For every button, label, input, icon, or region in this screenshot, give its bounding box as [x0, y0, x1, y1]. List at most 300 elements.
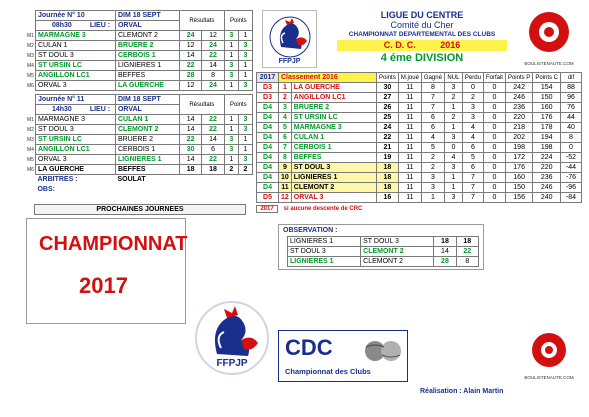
- stat-cell: 0: [483, 123, 505, 133]
- match-number: M6: [27, 82, 34, 89]
- stat-cell: 18: [376, 183, 398, 193]
- cdc-logo: [278, 330, 408, 382]
- team-home: ST URSIN LC: [35, 61, 115, 71]
- stat-cell: 176: [533, 113, 561, 123]
- division-code: D4: [257, 103, 279, 113]
- stat-cell: 178: [533, 123, 561, 133]
- points-away: 1: [238, 31, 252, 41]
- stat-cell: -96: [561, 183, 582, 193]
- stat-cell: 6: [462, 143, 483, 153]
- division-code: D4: [257, 173, 279, 183]
- journee-11-time-lieu: 14h30 LIEU :: [35, 105, 115, 115]
- points-home: 1: [224, 125, 238, 135]
- stat-cell: 240: [533, 193, 561, 203]
- stat-cell: 0: [483, 103, 505, 113]
- team-name: ST URSIN LC: [291, 113, 376, 123]
- team-home: ST DOUL 3: [288, 247, 361, 257]
- division-code: D3: [257, 93, 279, 103]
- classement-row: [257, 123, 582, 133]
- score-home: 12: [179, 41, 201, 51]
- journee-11-match-row: [25, 125, 253, 135]
- match-number: M6: [27, 166, 34, 173]
- stat-cell: 11: [398, 163, 421, 173]
- score-home: 14: [434, 247, 456, 257]
- division-code: D4: [257, 153, 279, 163]
- stat-cell: 11: [398, 143, 421, 153]
- comite-title: Comité du Cher: [390, 20, 454, 30]
- boulistenaute-logo-top: [522, 8, 576, 66]
- points-away: 1: [238, 145, 252, 155]
- stat-cell: 11: [398, 123, 421, 133]
- score-home: 14: [179, 115, 201, 125]
- rank: 1: [279, 83, 292, 93]
- score-home: 14: [179, 155, 201, 165]
- journee-11-match-row: [25, 145, 253, 155]
- stat-cell: 3: [421, 183, 444, 193]
- stat-cell: 2: [421, 153, 444, 163]
- score-home: 22: [179, 61, 201, 71]
- stat-cell: 16: [376, 193, 398, 203]
- boulistenaute-text-bottom: BOULISTENAUTE.COM: [524, 375, 574, 380]
- points-away: 3: [238, 125, 252, 135]
- team-home: ST DOUL 3: [35, 125, 115, 135]
- stat-cell: 11: [398, 133, 421, 143]
- match-number: M2: [27, 126, 34, 133]
- score-away: 14: [202, 135, 224, 145]
- team-away: CLEMONT 2: [361, 247, 434, 257]
- team-away: CERBOIS 1: [115, 145, 179, 155]
- stat-cell: 1: [444, 183, 462, 193]
- score-away: 14: [202, 61, 224, 71]
- arbitres-label: ARBITRES :: [37, 175, 78, 183]
- score-away: 8: [456, 257, 478, 267]
- stat-cell: 150: [533, 93, 561, 103]
- stat-cell: 24: [376, 123, 398, 133]
- stat-cell: 11: [398, 193, 421, 203]
- score-away: 22: [202, 51, 224, 61]
- points-home: 3: [224, 61, 238, 71]
- journee-11-match-row: [25, 155, 253, 165]
- journee-10-table: [25, 10, 253, 91]
- journee-10-match-row: [25, 61, 253, 71]
- stat-cell: 2: [444, 113, 462, 123]
- journee-11-match-row: [25, 135, 253, 145]
- observation-box: [278, 224, 484, 270]
- boulistenaute-logo-bottom: [522, 330, 576, 378]
- journee-11-title: Journée N° 11: [35, 95, 115, 105]
- ffpjp-logo-bottom: [192, 298, 272, 380]
- stat-cell: 236: [505, 103, 532, 113]
- cdc-label: C. D. C.: [383, 40, 416, 50]
- observation-row: [288, 237, 479, 247]
- journee-10-results-header: Résultats: [179, 11, 224, 31]
- rank: 10: [279, 173, 292, 183]
- stat-cell: 21: [376, 143, 398, 153]
- match-number: M4: [27, 62, 34, 69]
- stat-cell: 27: [376, 93, 398, 103]
- team-home: CULAN 1: [35, 41, 115, 51]
- rank: 3: [279, 103, 292, 113]
- stat-cell: 19: [376, 153, 398, 163]
- classement-table: [256, 72, 582, 203]
- division-code: D3: [257, 83, 279, 93]
- stat-cell: 220: [505, 113, 532, 123]
- journee-10-match-row: [25, 41, 253, 51]
- stat-cell: 40: [561, 123, 582, 133]
- classement-row: [257, 103, 582, 113]
- team-name: MARMAGNE 3: [291, 123, 376, 133]
- team-home: LA GUERCHE: [35, 165, 115, 175]
- stat-cell: 0: [483, 193, 505, 203]
- classement-row: [257, 83, 582, 93]
- score-home: 22: [179, 135, 201, 145]
- stat-cell: 4: [462, 133, 483, 143]
- team-home: MARMAGNE 3: [35, 115, 115, 125]
- stat-cell: 11: [398, 153, 421, 163]
- journee-11-table: [25, 94, 253, 195]
- stat-cell: 2: [462, 93, 483, 103]
- stat-cell: 6: [421, 113, 444, 123]
- journee-11-match-row: [25, 165, 253, 175]
- division-code: D4: [257, 133, 279, 143]
- division-code: D5: [257, 193, 279, 203]
- division-code: D4: [257, 113, 279, 123]
- stat-cell: 224: [533, 153, 561, 163]
- stat-cell: 30: [376, 83, 398, 93]
- classement-note-year: 2017: [256, 205, 278, 213]
- col-nul: NUL: [444, 73, 462, 83]
- stat-cell: 44: [561, 113, 582, 123]
- stat-cell: 4: [444, 153, 462, 163]
- stat-cell: -52: [561, 153, 582, 163]
- points-home: 3: [224, 31, 238, 41]
- realisation-credit: Réalisation : Alain Martin: [420, 388, 504, 395]
- stat-cell: 220: [533, 163, 561, 173]
- journee-10-match-row: [25, 31, 253, 41]
- points-home: 1: [224, 51, 238, 61]
- team-home: ST URSIN LC: [35, 135, 115, 145]
- team-home: MARMAGNE 3: [35, 31, 115, 41]
- stat-cell: 11: [398, 103, 421, 113]
- journee-10-match-row: [25, 51, 253, 61]
- rank: 8: [279, 153, 292, 163]
- division-code: D4: [257, 183, 279, 193]
- team-away: CLEMONT 2: [115, 31, 179, 41]
- stat-cell: 0: [483, 183, 505, 193]
- score-away: 18: [202, 165, 224, 175]
- match-number: M2: [27, 42, 34, 49]
- rank: 9: [279, 163, 292, 173]
- classement-note-text: si aucune descente de CRC: [283, 206, 363, 212]
- team-name: CERBOIS 1: [291, 143, 376, 153]
- stat-cell: 1: [444, 173, 462, 183]
- stat-cell: 4: [462, 123, 483, 133]
- arbitres-value: SOULAT: [117, 175, 146, 183]
- stat-cell: 0: [483, 133, 505, 143]
- division-code: D4: [257, 163, 279, 173]
- team-home: ORVAL 3: [35, 81, 115, 91]
- classement-row: [257, 183, 582, 193]
- classement-row: [257, 143, 582, 153]
- journee-10-match-row: [25, 71, 253, 81]
- stat-cell: 5: [421, 143, 444, 153]
- team-home: ST DOUL 3: [35, 51, 115, 61]
- observation-table: [287, 236, 479, 267]
- points-home: 3: [224, 145, 238, 155]
- stat-cell: 8: [561, 133, 582, 143]
- stat-cell: 0: [483, 143, 505, 153]
- classement-row: [257, 153, 582, 163]
- stat-cell: 7: [421, 103, 444, 113]
- team-away: CULAN 1: [115, 115, 179, 125]
- stat-cell: 8: [421, 83, 444, 93]
- cdc-year: 2016: [440, 40, 461, 50]
- stat-cell: 1: [444, 103, 462, 113]
- score-home: 14: [179, 125, 201, 135]
- classement-title: Classement 2016: [279, 73, 377, 83]
- observation-row: [288, 257, 479, 267]
- championnat-title: CHAMPIONNAT: [39, 233, 188, 255]
- stat-cell: 194: [533, 133, 561, 143]
- classement-row: [257, 163, 582, 173]
- col-points-c: Points C: [533, 73, 561, 83]
- stat-cell: 7: [462, 193, 483, 203]
- stat-cell: 218: [505, 123, 532, 133]
- score-away: 6: [202, 145, 224, 155]
- team-home: LIGNIERES 1: [288, 237, 361, 247]
- points-away: 3: [238, 115, 252, 125]
- classement-row: [257, 193, 582, 203]
- boules-icon: [363, 335, 403, 365]
- journee-10-place: ORVAL: [115, 21, 179, 31]
- stat-cell: 4: [421, 133, 444, 143]
- team-away: BRUERE 2: [115, 135, 179, 145]
- rank: 12: [279, 193, 292, 203]
- team-name: ST DOUL 3: [291, 163, 376, 173]
- classement-row: [257, 133, 582, 143]
- stat-cell: 88: [561, 83, 582, 93]
- points-home: 1: [224, 81, 238, 91]
- stat-cell: 96: [561, 93, 582, 103]
- score-away: 22: [202, 125, 224, 135]
- stat-cell: 198: [533, 143, 561, 153]
- stat-cell: 246: [533, 183, 561, 193]
- boule-icon-bottom: [522, 330, 576, 370]
- score-home: 28: [434, 257, 456, 267]
- points-away: 1: [238, 71, 252, 81]
- team-name: ANGILLON LC1: [291, 93, 376, 103]
- stat-cell: 172: [505, 153, 532, 163]
- stat-cell: 156: [505, 193, 532, 203]
- stat-cell: 3: [421, 173, 444, 183]
- championnat-departemental: CHAMPIONNAT DEPARTEMENTAL DES CLUBS: [348, 31, 496, 38]
- classement-row: [257, 113, 582, 123]
- stat-cell: 6: [421, 123, 444, 133]
- division-code: D4: [257, 143, 279, 153]
- stat-cell: 154: [533, 83, 561, 93]
- ligue-title: LIGUE DU CENTRE: [380, 10, 464, 20]
- col-forfait: Forfait: [483, 73, 505, 83]
- col-gagne: Gagné: [421, 73, 444, 83]
- points-away: 1: [238, 135, 252, 145]
- stat-cell: 7: [462, 183, 483, 193]
- team-name: CULAN 1: [291, 133, 376, 143]
- rank: 11: [279, 183, 292, 193]
- journee-11-place: ORVAL: [115, 105, 179, 115]
- journee-10-title: Journée N° 10: [35, 11, 115, 21]
- stat-cell: 0: [483, 93, 505, 103]
- team-away: BEFFES: [115, 71, 179, 81]
- score-away: 8: [202, 71, 224, 81]
- stat-cell: 5: [462, 153, 483, 163]
- observation-row: [288, 247, 479, 257]
- match-number: M3: [27, 136, 34, 143]
- team-away: CLEMONT 2: [361, 257, 434, 267]
- stat-cell: 1: [444, 123, 462, 133]
- team-name: LA GUERCHE: [291, 83, 376, 93]
- stat-cell: 18: [376, 163, 398, 173]
- journee-10-time-lieu: 08h30 LIEU :: [35, 21, 115, 31]
- ffpjp-logo-top-text: FFPJP: [278, 58, 301, 65]
- team-away: BEFFES: [115, 165, 179, 175]
- rank: 6: [279, 133, 292, 143]
- stat-cell: -84: [561, 193, 582, 203]
- points-away: 2: [238, 165, 252, 175]
- col-perdu: Perdu: [462, 73, 483, 83]
- stat-cell: 11: [398, 93, 421, 103]
- stat-cell: 160: [533, 103, 561, 113]
- team-name: ORVAL 3: [291, 193, 376, 203]
- stat-cell: 76: [561, 103, 582, 113]
- stat-cell: 0: [483, 163, 505, 173]
- stat-cell: 2: [444, 93, 462, 103]
- rank: 2: [279, 93, 292, 103]
- header-center: [322, 10, 522, 68]
- col-points-p: Points P: [505, 73, 532, 83]
- boule-icon: [522, 8, 576, 56]
- points-away: 3: [238, 81, 252, 91]
- journee-11-match-row: [25, 115, 253, 125]
- stat-cell: 6: [462, 163, 483, 173]
- team-name: BRUERE 2: [291, 103, 376, 113]
- classement-row: [257, 173, 582, 183]
- journee-10-points-header: Points: [224, 11, 252, 31]
- stat-cell: 11: [398, 83, 421, 93]
- team-name: LIGNIERES 1: [291, 173, 376, 183]
- boulistenaute-text-top: BOULISTENAUTE.COM: [524, 61, 574, 66]
- classement-note: [256, 205, 362, 213]
- stat-cell: 7: [462, 173, 483, 183]
- score-home: 30: [179, 145, 201, 155]
- match-number: M4: [27, 146, 34, 153]
- stat-cell: 3: [444, 133, 462, 143]
- stat-cell: 0: [483, 153, 505, 163]
- score-away: 22: [456, 247, 478, 257]
- prochaines-journees-banner: PROCHAINES JOURNEES: [34, 204, 246, 215]
- match-number: M3: [27, 52, 34, 59]
- journee-11-results-header: Résultats: [179, 95, 224, 115]
- stat-cell: 11: [398, 173, 421, 183]
- points-home: 1: [224, 41, 238, 51]
- stat-cell: 22: [376, 133, 398, 143]
- rank: 4: [279, 113, 292, 123]
- score-home: 14: [179, 51, 201, 61]
- division-title: 4 éme DIVISION: [380, 52, 464, 64]
- stat-cell: 2: [421, 163, 444, 173]
- championnat-box: [26, 218, 186, 324]
- points-home: 1: [224, 155, 238, 165]
- stat-cell: 25: [376, 113, 398, 123]
- team-away: LIGNIERES 1: [115, 155, 179, 165]
- ffpjp-logo-bottom-text: FFPJP: [216, 358, 248, 369]
- stat-cell: 26: [376, 103, 398, 113]
- journee-11-points-header: Points: [224, 95, 252, 115]
- journee-10-date: DIM 18 SEPT: [115, 11, 179, 21]
- points-home: 3: [224, 135, 238, 145]
- team-away: LA GUERCHE: [115, 81, 179, 91]
- stat-cell: 176: [505, 163, 532, 173]
- points-away: 3: [238, 41, 252, 51]
- division-code: D4: [257, 123, 279, 133]
- score-home: 28: [179, 71, 201, 81]
- col-mjoue: M.joué: [398, 73, 421, 83]
- score-home: 18: [179, 165, 201, 175]
- points-away: 3: [238, 155, 252, 165]
- journee-10-match-row: [25, 81, 253, 91]
- points-home: 2: [224, 165, 238, 175]
- team-name: CLEMONT 2: [291, 183, 376, 193]
- team-away: LIGNIERES 1: [115, 61, 179, 71]
- cdc-banner: [337, 40, 507, 51]
- stat-cell: 150: [505, 183, 532, 193]
- stat-cell: 0: [483, 173, 505, 183]
- stat-cell: 202: [505, 133, 532, 143]
- stat-cell: 3: [462, 113, 483, 123]
- stat-cell: 246: [505, 93, 532, 103]
- team-away: BRUERE 2: [115, 41, 179, 51]
- stat-cell: 198: [505, 143, 532, 153]
- stat-cell: 242: [505, 83, 532, 93]
- cdc-logo-subtitle: Championnat des Clubs: [285, 367, 371, 376]
- ffpjp-logo-top: [262, 10, 317, 68]
- stat-cell: 11: [398, 183, 421, 193]
- stat-cell: 0: [462, 83, 483, 93]
- score-home: 18: [434, 237, 456, 247]
- stat-cell: 0: [444, 143, 462, 153]
- points-home: 1: [224, 115, 238, 125]
- stat-cell: 3: [462, 103, 483, 113]
- stat-cell: 0: [483, 113, 505, 123]
- stat-cell: 3: [444, 83, 462, 93]
- team-away: CERBOIS 1: [115, 51, 179, 61]
- score-away: 24: [202, 41, 224, 51]
- points-away: 1: [238, 61, 252, 71]
- team-away: CLEMONT 2: [115, 125, 179, 135]
- cdc-logo-text: CDC: [285, 335, 333, 360]
- stat-cell: -44: [561, 163, 582, 173]
- championnat-year: 2017: [79, 273, 128, 298]
- points-home: 3: [224, 71, 238, 81]
- match-number: M1: [27, 116, 34, 123]
- match-number: M5: [27, 156, 34, 163]
- team-home: LIGNIERES 1: [288, 257, 361, 267]
- team-home: ANGILLON LC1: [35, 71, 115, 81]
- score-home: 24: [179, 31, 201, 41]
- journee-11-date: DIM 18 SEPT: [115, 95, 179, 105]
- rank: 5: [279, 123, 292, 133]
- match-number: M5: [27, 72, 34, 79]
- col-dif: dif: [561, 73, 582, 83]
